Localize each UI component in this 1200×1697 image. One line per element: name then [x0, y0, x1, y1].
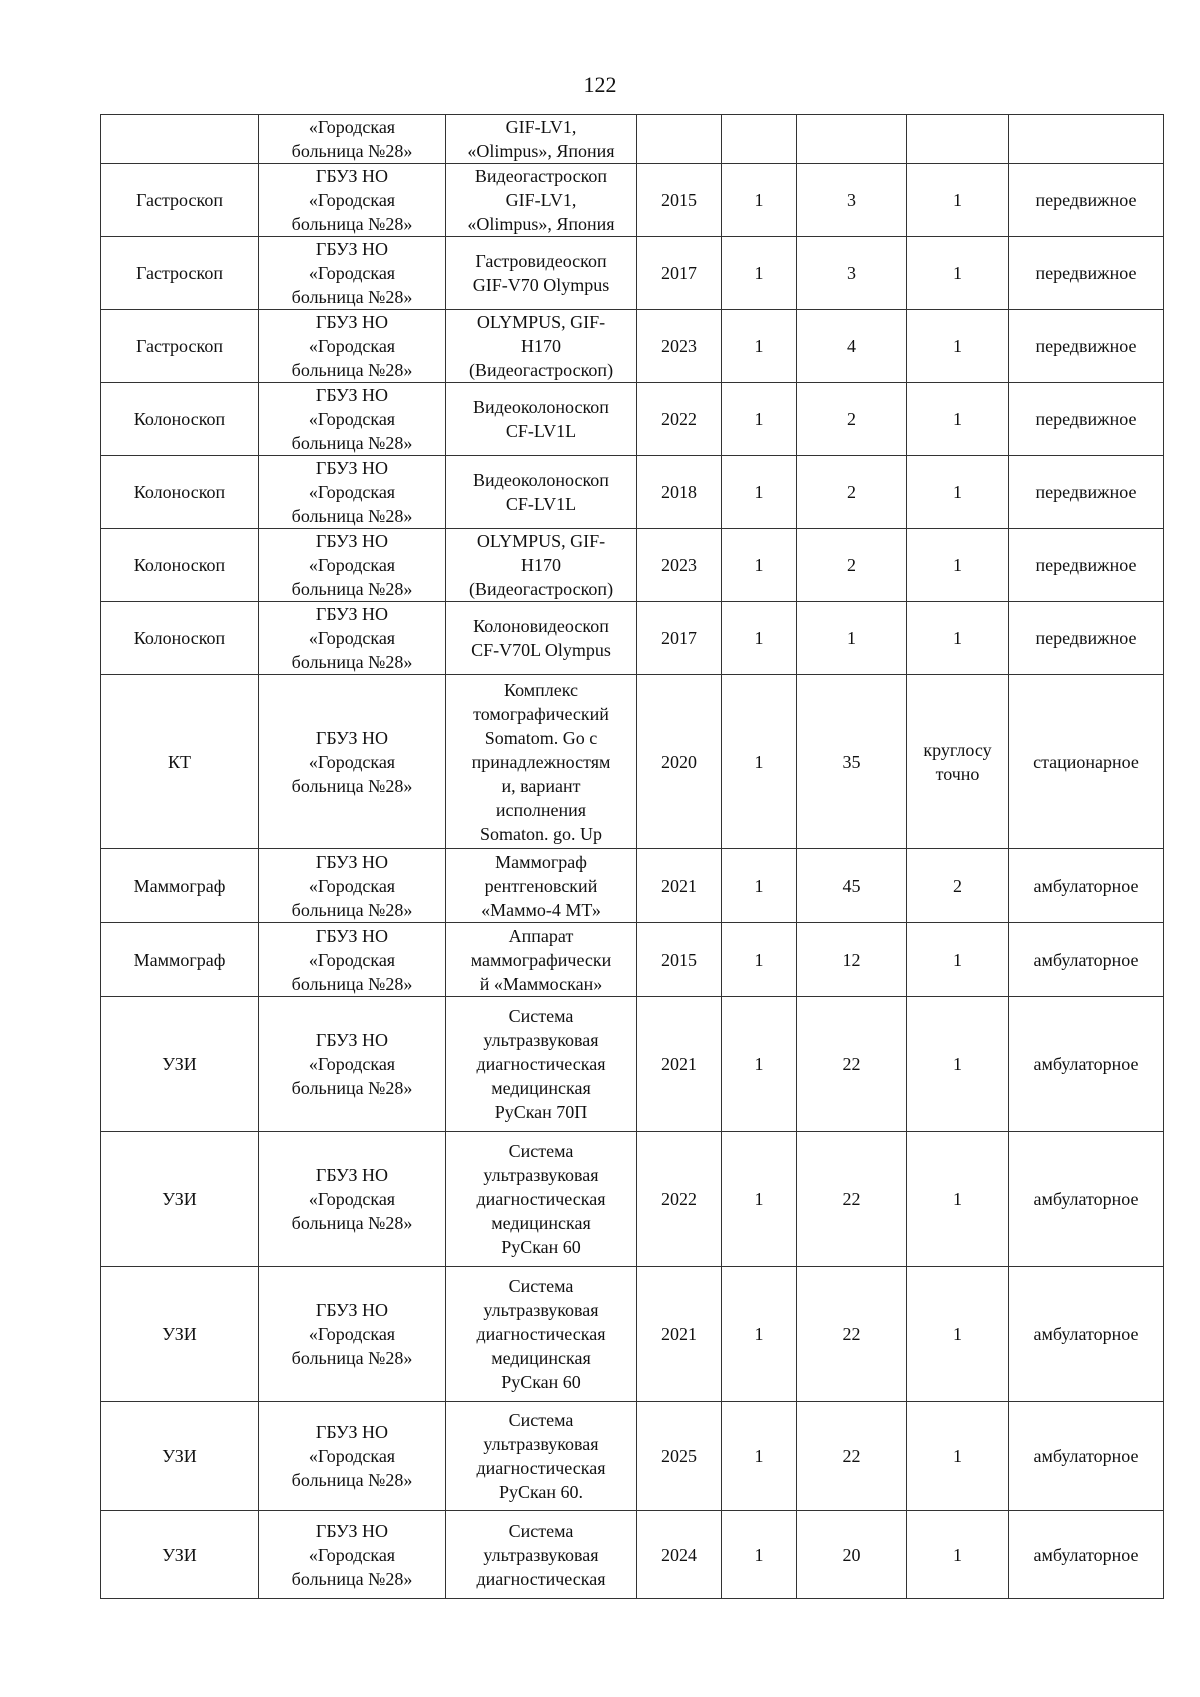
- cell-year: 2024: [637, 1511, 722, 1599]
- cell-type: Колоноскоп: [101, 602, 259, 675]
- cell-type: Колоноскоп: [101, 456, 259, 529]
- cell-mode: амбулаторное: [1009, 923, 1164, 997]
- table-row: [101, 1132, 1164, 1267]
- cell-year: 2022: [637, 1132, 722, 1267]
- cell-shifts: 1: [907, 529, 1009, 602]
- cell-shifts: 1: [907, 456, 1009, 529]
- cell-count: 1: [722, 383, 797, 456]
- cell-type: УЗИ: [101, 1402, 259, 1511]
- cell-load: 2: [797, 456, 907, 529]
- cell-shifts: 1: [907, 1511, 1009, 1599]
- cell-type: УЗИ: [101, 997, 259, 1132]
- cell-shifts: 1: [907, 1267, 1009, 1402]
- cell-mode: передвижное: [1009, 237, 1164, 310]
- cell-org: ГБУЗ НО «Городская больница №28»: [259, 383, 446, 456]
- cell-year: 2017: [637, 237, 722, 310]
- cell-type: УЗИ: [101, 1511, 259, 1599]
- cell-count: 1: [722, 164, 797, 237]
- cell-count: 1: [722, 529, 797, 602]
- cell-load: 35: [797, 675, 907, 849]
- cell-model: Система ультразвуковая диагностическая медицинская РуСкан 60: [446, 1267, 637, 1402]
- cell-mode: амбулаторное: [1009, 1402, 1164, 1511]
- cell-mode: амбулаторное: [1009, 1511, 1164, 1599]
- table-row: [101, 675, 1164, 849]
- cell-year: 2021: [637, 849, 722, 923]
- cell-org: ГБУЗ НО «Городская больница №28»: [259, 1511, 446, 1599]
- cell-org: ГБУЗ НО «Городская больница №28»: [259, 529, 446, 602]
- cell-org: ГБУЗ НО «Городская больница №28»: [259, 1402, 446, 1511]
- cell-org: ГБУЗ НО «Городская больница №28»: [259, 237, 446, 310]
- cell-model: OLYMPUS, GIF- H170 (Видеогастроскоп): [446, 529, 637, 602]
- cell-load: 4: [797, 310, 907, 383]
- cell-load: 20: [797, 1511, 907, 1599]
- cell-count: [722, 115, 797, 164]
- cell-org: ГБУЗ НО «Городская больница №28»: [259, 602, 446, 675]
- cell-org: ГБУЗ НО «Городская больница №28»: [259, 310, 446, 383]
- cell-type: Маммограф: [101, 923, 259, 997]
- cell-count: 1: [722, 237, 797, 310]
- cell-load: 45: [797, 849, 907, 923]
- cell-type: Колоноскоп: [101, 529, 259, 602]
- cell-org: ГБУЗ НО «Городская больница №28»: [259, 997, 446, 1132]
- cell-shifts: 1: [907, 602, 1009, 675]
- cell-org: ГБУЗ НО «Городская больница №28»: [259, 849, 446, 923]
- cell-year: 2020: [637, 675, 722, 849]
- cell-year: 2017: [637, 602, 722, 675]
- table-row: [101, 529, 1164, 602]
- cell-mode: [1009, 115, 1164, 164]
- cell-year: 2015: [637, 164, 722, 237]
- cell-model: GIF-LV1, «Olimpus», Япония: [446, 115, 637, 164]
- cell-type: УЗИ: [101, 1132, 259, 1267]
- cell-model: Видеоколоноскоп CF-LV1L: [446, 383, 637, 456]
- cell-mode: амбулаторное: [1009, 1267, 1164, 1402]
- cell-count: 1: [722, 310, 797, 383]
- cell-model: Маммограф рентгеновский «Маммо-4 МТ»: [446, 849, 637, 923]
- cell-mode: передвижное: [1009, 383, 1164, 456]
- cell-load: 22: [797, 1402, 907, 1511]
- cell-year: 2015: [637, 923, 722, 997]
- cell-load: 3: [797, 237, 907, 310]
- table-row: [101, 923, 1164, 997]
- table-row: [101, 237, 1164, 310]
- equipment-table: [100, 114, 1164, 1599]
- cell-year: 2022: [637, 383, 722, 456]
- cell-load: 3: [797, 164, 907, 237]
- cell-org: ГБУЗ НО «Городская больница №28»: [259, 675, 446, 849]
- cell-type: КТ: [101, 675, 259, 849]
- cell-shifts: 1: [907, 310, 1009, 383]
- table-row: [101, 1511, 1164, 1599]
- cell-org: ГБУЗ НО «Городская больница №28»: [259, 923, 446, 997]
- cell-model: Аппарат маммографически й «Маммоскан»: [446, 923, 637, 997]
- cell-model: Гастровидеоскоп GIF-V70 Olympus: [446, 237, 637, 310]
- cell-type: Колоноскоп: [101, 383, 259, 456]
- cell-count: 1: [722, 1132, 797, 1267]
- cell-type: Гастроскоп: [101, 237, 259, 310]
- cell-mode: амбулаторное: [1009, 997, 1164, 1132]
- cell-count: 1: [722, 1511, 797, 1599]
- cell-load: 22: [797, 997, 907, 1132]
- page-number: 122: [583, 72, 617, 97]
- cell-mode: передвижное: [1009, 602, 1164, 675]
- cell-year: 2021: [637, 997, 722, 1132]
- cell-shifts: круглосу точно: [907, 675, 1009, 849]
- table-row: [101, 164, 1164, 237]
- cell-model: Система ультразвуковая диагностическая медицинская РуСкан 70П: [446, 997, 637, 1132]
- cell-count: 1: [722, 1402, 797, 1511]
- cell-mode: передвижное: [1009, 529, 1164, 602]
- cell-shifts: 1: [907, 923, 1009, 997]
- table-row: [101, 1402, 1164, 1511]
- cell-count: 1: [722, 849, 797, 923]
- table-row: [101, 310, 1164, 383]
- cell-org: ГБУЗ НО «Городская больница №28»: [259, 1267, 446, 1402]
- cell-type: [101, 115, 259, 164]
- cell-model: Система ультразвуковая диагностическая РуСкан 60.: [446, 1402, 637, 1511]
- cell-count: 1: [722, 675, 797, 849]
- table-row: [101, 383, 1164, 456]
- cell-mode: амбулаторное: [1009, 1132, 1164, 1267]
- cell-model: Колоновидеоскоп CF-V70L Olympus: [446, 602, 637, 675]
- cell-count: 1: [722, 602, 797, 675]
- cell-model: Система ультразвуковая диагностическая медицинская РуСкан 60: [446, 1132, 637, 1267]
- table-row: [101, 115, 1164, 164]
- cell-load: 1: [797, 602, 907, 675]
- cell-year: 2023: [637, 310, 722, 383]
- cell-type: УЗИ: [101, 1267, 259, 1402]
- cell-shifts: 2: [907, 849, 1009, 923]
- cell-load: 2: [797, 383, 907, 456]
- cell-shifts: 1: [907, 997, 1009, 1132]
- cell-load: 22: [797, 1132, 907, 1267]
- cell-type: Гастроскоп: [101, 310, 259, 383]
- cell-mode: передвижное: [1009, 164, 1164, 237]
- table-row: [101, 602, 1164, 675]
- cell-load: 2: [797, 529, 907, 602]
- cell-year: 2018: [637, 456, 722, 529]
- cell-org: ГБУЗ НО «Городская больница №28»: [259, 164, 446, 237]
- cell-mode: амбулаторное: [1009, 849, 1164, 923]
- cell-model: Система ультразвуковая диагностическая: [446, 1511, 637, 1599]
- cell-count: 1: [722, 1267, 797, 1402]
- cell-org: ГБУЗ НО «Городская больница №28»: [259, 456, 446, 529]
- cell-model: Видеогастроскоп GIF-LV1, «Olimpus», Япония: [446, 164, 637, 237]
- cell-org: «Городская больница №28»: [259, 115, 446, 164]
- table-body: [101, 115, 1164, 1599]
- table-row: [101, 1267, 1164, 1402]
- cell-year: 2025: [637, 1402, 722, 1511]
- cell-shifts: [907, 115, 1009, 164]
- cell-load: 12: [797, 923, 907, 997]
- cell-year: 2021: [637, 1267, 722, 1402]
- cell-count: 1: [722, 997, 797, 1132]
- cell-model: Видеоколоноскоп CF-LV1L: [446, 456, 637, 529]
- cell-count: 1: [722, 456, 797, 529]
- cell-type: Маммограф: [101, 849, 259, 923]
- cell-mode: стационарное: [1009, 675, 1164, 849]
- cell-mode: передвижное: [1009, 310, 1164, 383]
- cell-type: Гастроскоп: [101, 164, 259, 237]
- cell-load: [797, 115, 907, 164]
- cell-year: 2023: [637, 529, 722, 602]
- table-row: [101, 456, 1164, 529]
- cell-load: 22: [797, 1267, 907, 1402]
- cell-year: [637, 115, 722, 164]
- table-row: [101, 849, 1164, 923]
- cell-mode: передвижное: [1009, 456, 1164, 529]
- cell-model: OLYMPUS, GIF- H170 (Видеогастроскоп): [446, 310, 637, 383]
- cell-org: ГБУЗ НО «Городская больница №28»: [259, 1132, 446, 1267]
- cell-shifts: 1: [907, 1402, 1009, 1511]
- table-row: [101, 997, 1164, 1132]
- cell-shifts: 1: [907, 1132, 1009, 1267]
- cell-shifts: 1: [907, 237, 1009, 310]
- cell-shifts: 1: [907, 383, 1009, 456]
- cell-model: Комплекс томографический Somatom. Go с принадлежностям и, вариант исполнения Somaton. go. Up: [446, 675, 637, 849]
- cell-shifts: 1: [907, 164, 1009, 237]
- cell-count: 1: [722, 923, 797, 997]
